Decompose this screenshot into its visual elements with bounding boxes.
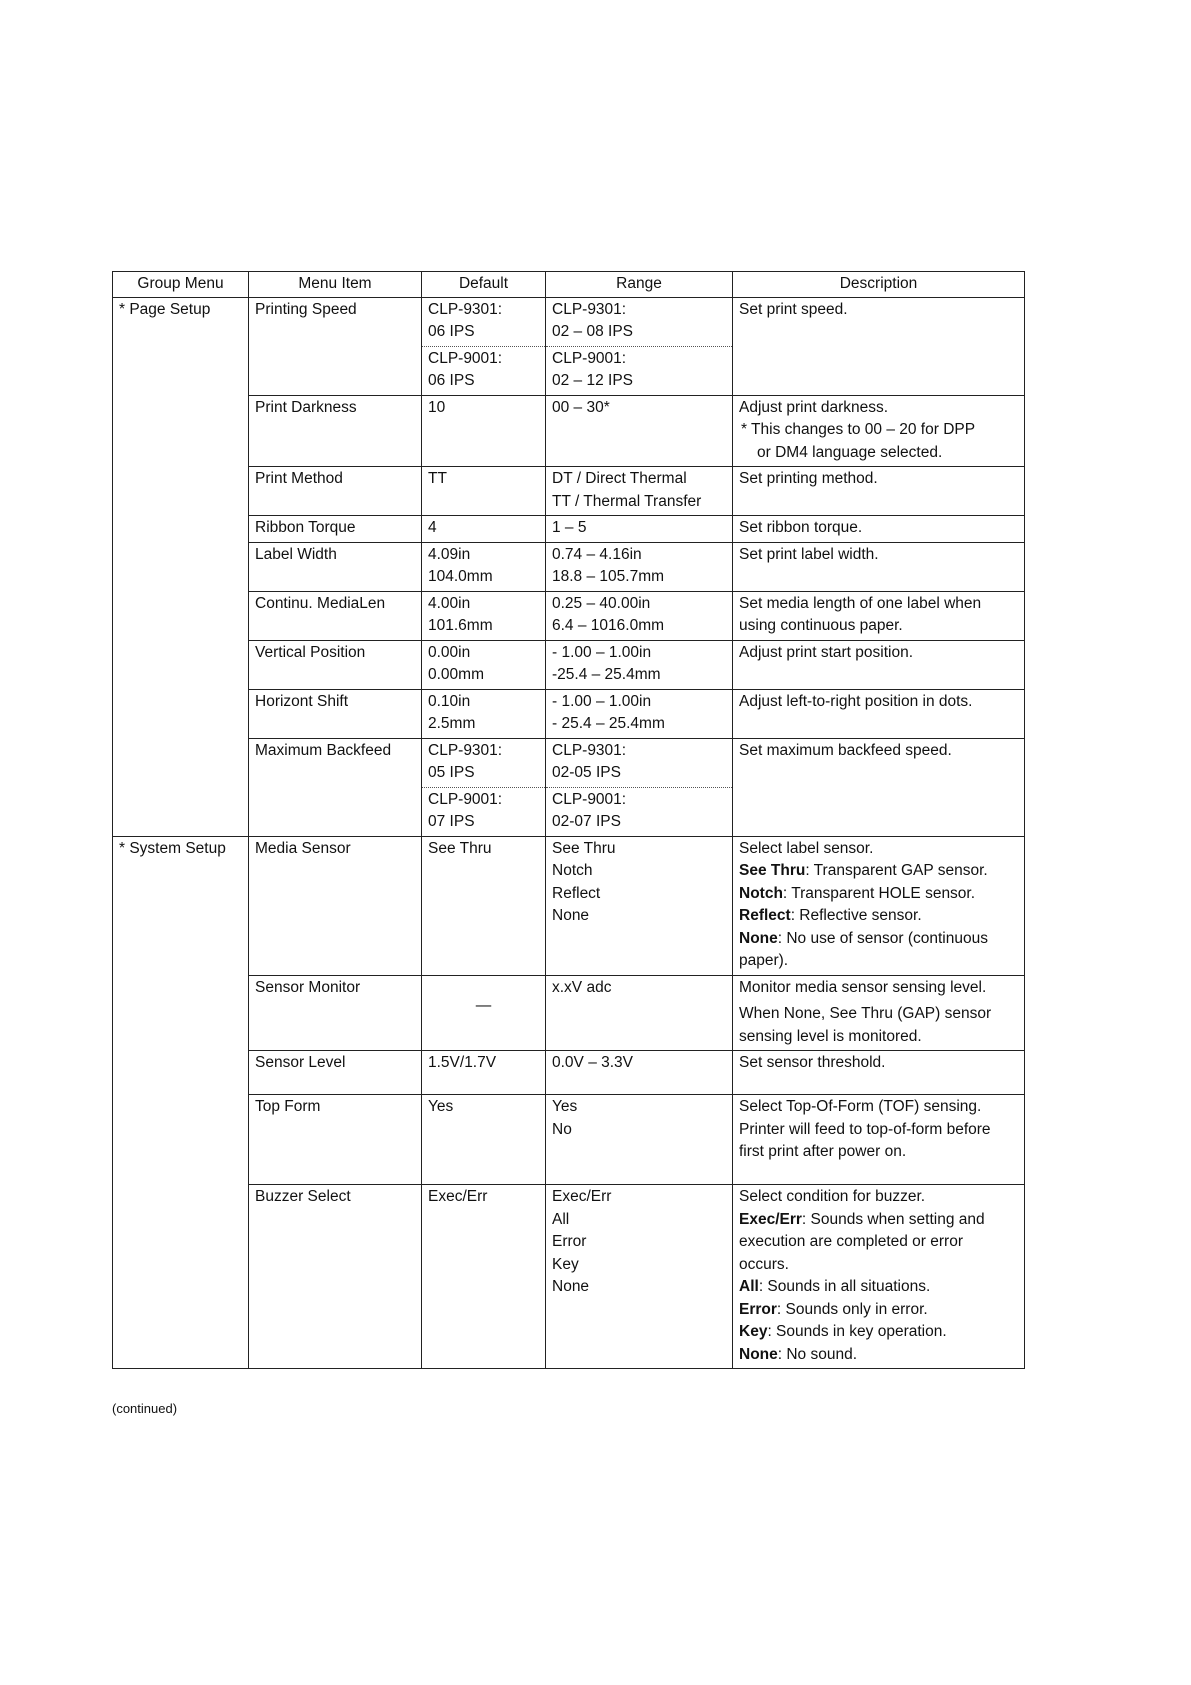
description-line (739, 928, 1018, 951)
range-option: All (552, 1210, 570, 1228)
item-label-width: Label Width (249, 542, 422, 591)
table-row (113, 640, 1025, 689)
description-text: Set print speed. (739, 300, 848, 318)
range-cell (546, 640, 733, 689)
description-text: using continuous paper. (739, 617, 903, 634)
range-cell (546, 689, 733, 738)
default-cell: 4 (422, 516, 546, 543)
description-note: or DM4 language selected. (757, 443, 943, 461)
default-cell: See Thru (422, 836, 546, 975)
range-option: No (552, 1120, 572, 1138)
description-text: Set maximum backfeed speed. (739, 741, 952, 759)
description-text: occurs. (739, 1255, 789, 1273)
default-cell (422, 689, 546, 738)
range-text: -25.4 – 25.4mm (552, 666, 661, 683)
description-line (739, 883, 1018, 906)
range-cell (546, 787, 733, 836)
description-cell: Set ribbon torque. (733, 516, 1025, 543)
term-text: : Sounds in key operation. (767, 1323, 947, 1340)
range-text: 02-07 IPS (552, 813, 621, 830)
default-dash: — (475, 996, 492, 1014)
description-cell (733, 1185, 1025, 1369)
range-option: Notch (552, 862, 593, 879)
term: Error (739, 1300, 777, 1318)
range-text: CLP-9001: (552, 349, 627, 367)
settings-table (112, 271, 1025, 1369)
default-cell (422, 787, 546, 836)
default-cell (422, 738, 546, 787)
description-line (739, 905, 1018, 928)
range-text: 02 – 08 IPS (552, 323, 634, 340)
table-row (113, 395, 1025, 467)
description-cell (733, 1095, 1025, 1185)
table-row (113, 975, 1025, 1051)
item-maximum-backfeed: Maximum Backfeed (249, 738, 422, 836)
header-range: Range (546, 272, 733, 298)
table-row (113, 516, 1025, 543)
default-text: 06 IPS (428, 372, 475, 389)
description-text: execution are completed or error (739, 1233, 964, 1250)
description-line (739, 1299, 1018, 1322)
range-text: CLP-9001: (552, 790, 627, 808)
range-text: 6.4 – 1016.0mm (552, 617, 665, 634)
term-text: : Reflective sensor. (790, 907, 922, 924)
range-text: 18.8 – 105.7mm (552, 568, 665, 585)
description-text: Monitor media sensor sensing level. (739, 978, 987, 996)
table-row (113, 1185, 1025, 1369)
term-text: : Sounds in all situations. (758, 1278, 931, 1295)
description-text: paper). (739, 952, 789, 969)
default-cell (422, 640, 546, 689)
default-cell (422, 542, 546, 591)
description-cell (733, 297, 1025, 395)
term: Key (739, 1323, 768, 1340)
continued-note: (continued) (112, 1401, 178, 1416)
default-text: 104.0mm (428, 568, 493, 585)
description-cell: Adjust print start position. (733, 640, 1025, 689)
item-print-darkness: Print Darkness (249, 395, 422, 467)
table-row (113, 836, 1025, 975)
term-text: : No sound. (777, 1345, 858, 1363)
table-row (113, 467, 1025, 516)
range-cell (546, 346, 733, 395)
default-cell (422, 297, 546, 346)
item-buzzer-select: Buzzer Select (249, 1185, 422, 1369)
default-text: 2.5mm (428, 715, 476, 732)
range-option: None (552, 1278, 590, 1295)
description-text: first print after power on. (739, 1143, 907, 1160)
header-group-menu: Group Menu (113, 272, 249, 298)
description-text: Set media length of one label when (739, 594, 982, 612)
range-cell (546, 467, 733, 516)
range-option: None (552, 907, 590, 924)
default-text: 07 IPS (428, 813, 475, 830)
term: All (739, 1278, 759, 1295)
description-text: Adjust print darkness. (739, 398, 889, 416)
group-page-setup: * Page Setup (113, 297, 249, 836)
description-text: Printer will feed to top-of-form before (739, 1120, 991, 1138)
term-text: : Transparent HOLE sensor. (782, 884, 976, 902)
range-option: See Thru (552, 839, 616, 857)
range-cell: 1 – 5 (546, 516, 733, 543)
description-cell (733, 591, 1025, 640)
description-text: Select condition for buzzer. (739, 1188, 926, 1205)
range-text: - 1.00 – 1.00in (552, 643, 652, 661)
default-cell (422, 975, 546, 1051)
description-line (739, 1209, 1018, 1232)
item-sensor-level: Sensor Level (249, 1051, 422, 1095)
item-media-sensor: Media Sensor (249, 836, 422, 975)
description-cell (733, 738, 1025, 836)
default-cell: Exec/Err (422, 1185, 546, 1369)
default-cell (422, 591, 546, 640)
description-text: sensing level is monitored. (739, 1027, 922, 1045)
range-text: TT / Thermal Transfer (552, 492, 702, 510)
term-text: : Sounds when setting and (801, 1210, 985, 1228)
table-row (113, 1051, 1025, 1095)
item-printing-speed: Printing Speed (249, 297, 422, 395)
item-print-method: Print Method (249, 467, 422, 516)
item-vertical-position: Vertical Position (249, 640, 422, 689)
description-cell: Set printing method. (733, 467, 1025, 516)
description-cell: Adjust left-to-right position in dots. (733, 689, 1025, 738)
default-text: 0.00in (428, 643, 471, 661)
default-text: 06 IPS (428, 323, 475, 340)
description-cell (733, 975, 1025, 1051)
term: Notch (739, 884, 783, 902)
range-cell (546, 836, 733, 975)
description-line (739, 1321, 1018, 1344)
default-text: CLP-9001: (428, 349, 503, 367)
range-text: CLP-9301: (552, 300, 627, 318)
default-text: 4.09in (428, 545, 471, 563)
range-option: Key (552, 1255, 579, 1273)
table-row (113, 689, 1025, 738)
description-line (739, 1344, 1018, 1367)
default-text: CLP-9301: (428, 741, 503, 759)
description-cell (733, 395, 1025, 467)
description-cell: Set print label width. (733, 542, 1025, 591)
term-text: : Sounds only in error. (776, 1300, 928, 1318)
range-text: DT / Direct Thermal (552, 470, 687, 487)
description-text: When None, See Thru (GAP) sensor (739, 1005, 992, 1022)
default-text: CLP-9001: (428, 790, 503, 808)
term-text: : No use of sensor (continuous (777, 929, 988, 947)
default-cell: 10 (422, 395, 546, 467)
item-sensor-monitor: Sensor Monitor (249, 975, 422, 1051)
default-text: CLP-9301: (428, 300, 503, 318)
description-text: Select Top-Of-Form (TOF) sensing. (739, 1098, 982, 1115)
range-cell: 0.0V – 3.3V (546, 1051, 733, 1095)
default-text: 0.00mm (428, 666, 484, 683)
table-row (113, 591, 1025, 640)
term-text: : Transparent GAP sensor. (805, 862, 988, 879)
term: Exec/Err (739, 1210, 802, 1228)
range-text: 02-05 IPS (552, 764, 621, 781)
table-row (113, 542, 1025, 591)
term: Reflect (739, 907, 791, 924)
range-option: Error (552, 1233, 587, 1250)
description-cell: Set sensor threshold. (733, 1051, 1025, 1095)
description-note: * This changes to 00 – 20 for DPP (741, 421, 976, 438)
term: None (739, 929, 778, 947)
table-row (113, 1095, 1025, 1185)
range-cell (546, 591, 733, 640)
range-cell (546, 297, 733, 346)
description-cell (733, 836, 1025, 975)
header-description: Description (733, 272, 1025, 298)
description-line (739, 1276, 1018, 1299)
item-top-form: Top Form (249, 1095, 422, 1185)
description-line (739, 860, 1018, 883)
default-text: 101.6mm (428, 617, 493, 634)
table-row (113, 297, 1025, 346)
range-cell (546, 1095, 733, 1185)
range-text: - 1.00 – 1.00in (552, 692, 652, 710)
range-text: - 25.4 – 25.4mm (552, 715, 665, 732)
term: See Thru (739, 862, 806, 879)
range-text: 0.25 – 40.00in (552, 594, 651, 612)
header-menu-item: Menu Item (249, 272, 422, 298)
default-cell: TT (422, 467, 546, 516)
range-text: CLP-9301: (552, 741, 627, 759)
default-cell: 1.5V/1.7V (422, 1051, 546, 1095)
range-cell (546, 542, 733, 591)
group-system-setup: * System Setup (113, 836, 249, 1369)
default-text: 4.00in (428, 594, 471, 612)
range-cell: x.xV adc (546, 975, 733, 1051)
item-continu-medialen: Continu. MediaLen (249, 591, 422, 640)
range-option: Yes (552, 1098, 578, 1115)
table-header-row (113, 272, 1025, 298)
default-cell: Yes (422, 1095, 546, 1185)
header-default: Default (422, 272, 546, 298)
range-option: Exec/Err (552, 1188, 612, 1205)
range-cell (546, 1185, 733, 1369)
default-text: 05 IPS (428, 764, 475, 781)
table-row (113, 738, 1025, 787)
range-text: 0.74 – 4.16in (552, 545, 642, 563)
description-text: Select label sensor. (739, 839, 874, 857)
range-cell: 00 – 30* (546, 395, 733, 467)
range-text: 02 – 12 IPS (552, 372, 634, 389)
default-cell (422, 346, 546, 395)
item-ribbon-torque: Ribbon Torque (249, 516, 422, 543)
term: None (739, 1345, 778, 1363)
range-option: Reflect (552, 884, 601, 902)
item-horizont-shift: Horizont Shift (249, 689, 422, 738)
range-cell (546, 738, 733, 787)
default-text: 0.10in (428, 692, 471, 710)
